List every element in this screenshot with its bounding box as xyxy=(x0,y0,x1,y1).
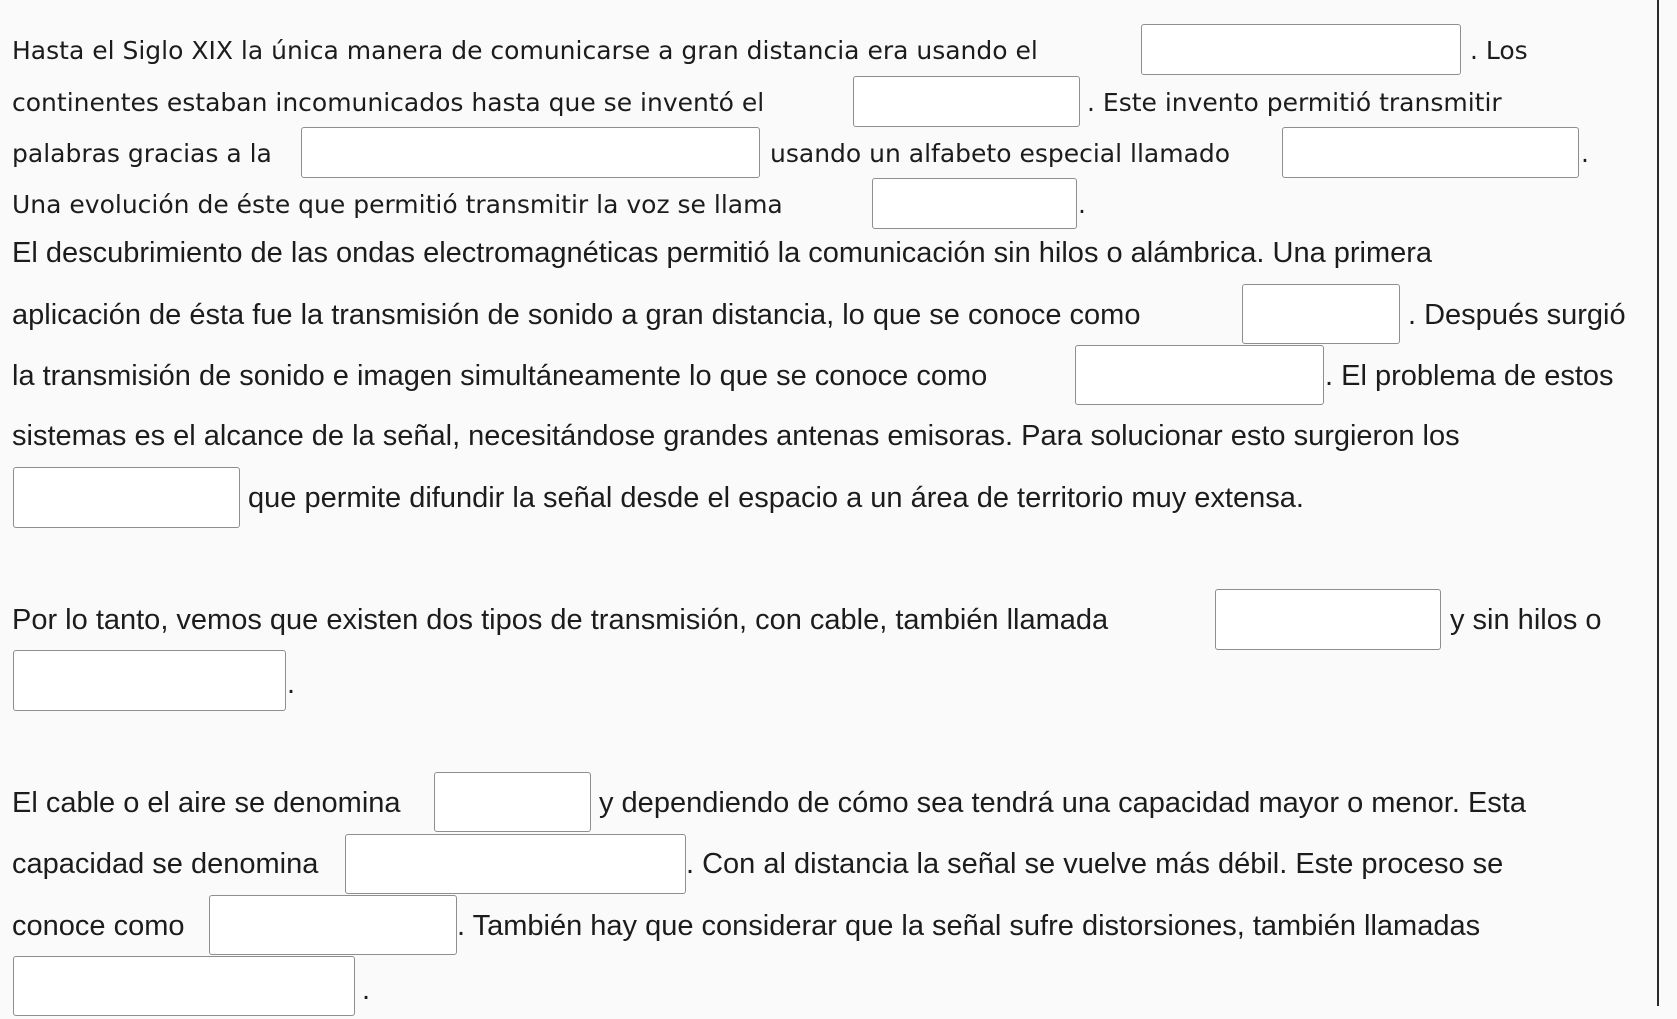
sentence-text: . xyxy=(1581,139,1589,168)
blank-bandwidth-input[interactable] xyxy=(345,834,686,894)
sentence-text: usando un alfabeto especial llamado xyxy=(770,139,1231,168)
sentence-text: El descubrimiento de las ondas electromagnéticas permitió la comunicación sin hilos o alámbrica. Una primera xyxy=(12,237,1433,269)
sentence-text: . xyxy=(362,974,371,1006)
sentence-text: . xyxy=(1078,190,1086,219)
sentence-text: . xyxy=(287,668,296,700)
blank-noise-input[interactable] xyxy=(13,956,355,1016)
blank-2-input[interactable] xyxy=(853,76,1080,127)
blank-4-input[interactable] xyxy=(1282,127,1579,178)
sentence-text: sistemas es el alcance de la señal, necesitándose grandes antenas emisoras. Para solucionar esto surgieron los xyxy=(12,420,1460,452)
blank-satellites-input[interactable] xyxy=(13,467,240,528)
sentence-text: El cable o el aire se denomina xyxy=(12,787,401,819)
sentence-text: y dependiendo de cómo sea tendrá una capacidad mayor o menor. Esta xyxy=(599,787,1526,819)
sentence-text: . También hay que considerar que la señal sufre distorsiones, también llamadas xyxy=(457,910,1481,942)
sentence-text: continentes estaban incomunicados hasta que se inventó el xyxy=(12,88,765,117)
sentence-text: que permite difundir la señal desde el espacio a un área de territorio muy extensa. xyxy=(248,482,1304,514)
blank-1-input[interactable] xyxy=(1141,24,1461,75)
blank-3-input[interactable] xyxy=(301,127,760,178)
sentence-text: Hasta el Siglo XIX la única manera de comunicarse a gran distancia era usando el xyxy=(12,36,1038,65)
blank-attenuation-input[interactable] xyxy=(209,895,457,955)
sentence-text: y sin hilos o xyxy=(1450,604,1602,636)
sentence-text: palabras gracias a la xyxy=(12,139,272,168)
blank-television-input[interactable] xyxy=(1075,345,1324,405)
sentence-text: . Con al distancia la señal se vuelve más débil. Este proceso se xyxy=(686,848,1504,880)
blank-wired-input[interactable] xyxy=(1215,589,1441,650)
sentence-text: conoce como xyxy=(12,910,185,942)
blank-5-input[interactable] xyxy=(872,178,1077,229)
sentence-text: Una evolución de éste que permitió transmitir la voz se llama xyxy=(12,190,783,219)
sentence-text: Por lo tanto, vemos que existen dos tipos de transmisión, con cable, también llamada xyxy=(12,604,1109,636)
sentence-text: la transmisión de sonido e imagen simultáneamente lo que se conoce como xyxy=(12,360,988,392)
sentence-text: aplicación de ésta fue la transmisión de sonido a gran distancia, lo que se conoce como xyxy=(12,299,1141,331)
sentence-text: capacidad se denomina xyxy=(12,848,319,880)
sentence-text: . Los xyxy=(1470,36,1528,65)
blank-radio-input[interactable] xyxy=(1242,284,1400,344)
blank-medium-input[interactable] xyxy=(434,772,591,832)
sentence-text: . El problema de estos xyxy=(1325,360,1614,392)
sentence-text: . Después surgió xyxy=(1408,299,1626,331)
sentence-text: . Este invento permitió transmitir xyxy=(1087,88,1502,117)
blank-wireless-input[interactable] xyxy=(13,650,286,711)
